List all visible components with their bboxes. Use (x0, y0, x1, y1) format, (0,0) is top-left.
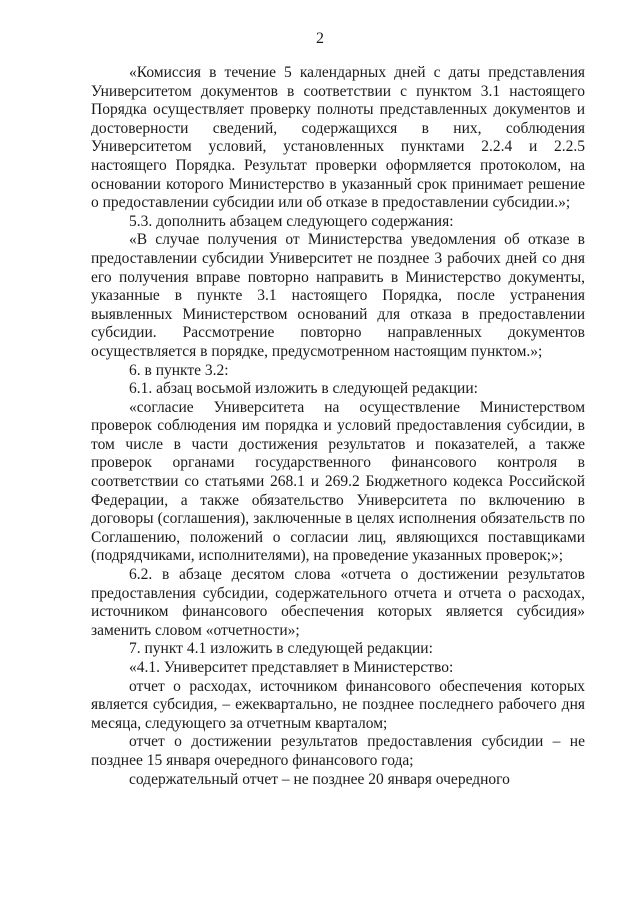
paragraph-6-1: 6.1. абзац восьмой изложить в следующей редакции: (129, 380, 478, 398)
document-body (91, 64, 585, 789)
paragraph-5-3: 5.3. дополнить абзацем следующего содержания: (129, 212, 454, 230)
paragraph-7: 7. пункт 4.1 изложить в следующей редакции: (129, 640, 433, 658)
paragraph-6: 6. в пункте 3.2: (129, 361, 229, 379)
paragraph-content-report: содержательный отчет – не позднее 20 января очередного (129, 770, 510, 788)
paragraph-refusal-resubmission: «В случае получения от Министерства уведомления об отказе в предоставлении субсидии Университет не позднее 3 рабочих дней со дня его получения вправе повторно направить в Министерство документы, указанные в пункте 3.1 настоящего Порядка, после устранения выявленных Министерством оснований для отказа в предоставлении субсидии. Рассмотрение повторно направленных документов осуществляется в порядке, предусмотренном настоящим пунктом.»; (91, 231, 585, 360)
paragraph-6-2: 6.2. в абзаце десятом слова «отчета о достижении результатов предоставления субсидии, содержательного отчета и отчета о расходах, источником финансового обеспечения которых является субсидия» заменить словом «отчетности»; (91, 566, 585, 639)
page-number: 2 (316, 30, 324, 47)
paragraph-4-1: «4.1. Университет представляет в Министерство: (129, 659, 454, 676)
paragraph-results-report: отчет о достижении результатов предоставления субсидии – не позднее 15 января очередного финансового года; (91, 733, 585, 769)
paragraph-consent-inspections: «согласие Университета на осуществление Министерством проверок соблюдения им порядка и условий предоставления субсидии, в том числе в части достижения результатов и показателей, а также проверок органами государственного финансового контроля в соответствии со статьями 268.1 и 269.2 Бюджетного кодекса Российской Федерации, а также обязательство Университета по включению в договоры (соглашения), заключенные в целях исполнения обязательств по Соглашению, положений о согласии лиц, являющихся поставщиками (подрядчиками, исполнителями), на проведение указанных проверок;»; (91, 398, 585, 565)
paragraph-commission-review: «Комиссия в течение 5 календарных дней с даты представления Университетом документов в соответствии с пунктом 3.1 настоящего Порядка осуществляет проверку полноты представленных документов и достоверности сведений, содержащихся в них, соблюдения Университетом условий, установленных пунктами 2.2.4 и 2.2.5 настоящего Порядка. Результат проверки оформляется протоколом, на основании которого Министерство в указанный срок принимает решение о предоставлении субсидии или об отказе в предоставлении субсидии.»; (91, 64, 585, 212)
paragraph-expense-report: отчет о расходах, источником финансового обеспечения которых является субсидия, – ежеквартально, не позднее последнего рабочего дня месяца, следующего за отчетным кварталом; (91, 677, 585, 732)
